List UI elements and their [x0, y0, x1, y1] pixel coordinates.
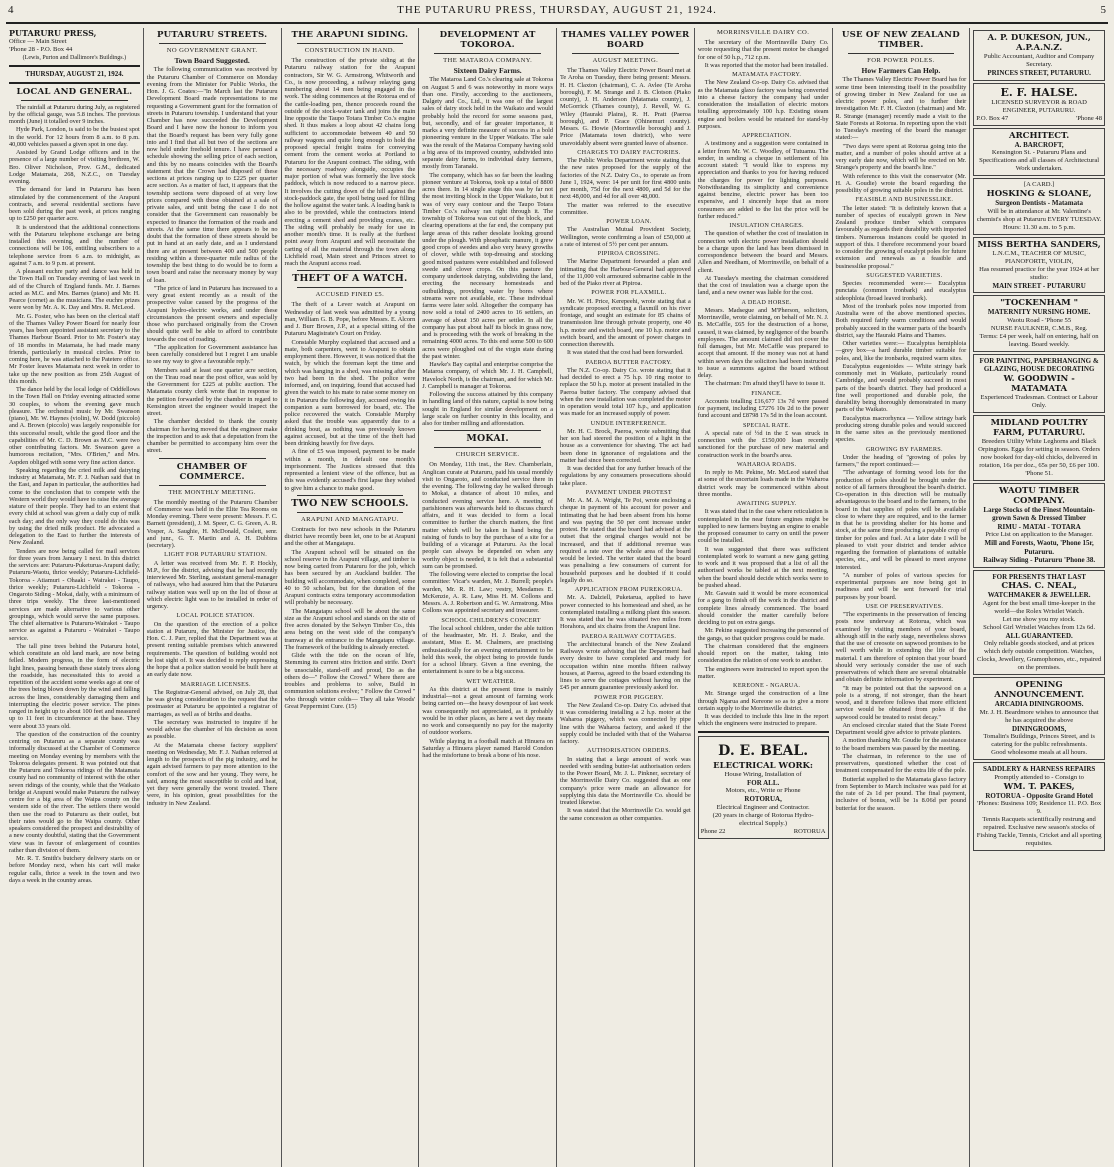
advert-name: HOSKING & SLOANE,: [986, 189, 1092, 199]
paragraph: The question of whether the cost of insulation in connection with electric power installation should be a charge upon the land has been dismissed in correspondence between the board and Messrs. Allen and Needham, of Morrinsville, on behalf of a client.: [697, 230, 829, 274]
paragraph: The matter was referred to the executive committee.: [560, 201, 691, 216]
page-number: 4: [8, 4, 14, 16]
article-heading: THAMES VALLEY POWER BOARD: [561, 30, 690, 50]
masthead: [6, 4, 1108, 24]
article-heading: MOKAI.: [466, 433, 509, 445]
article-body: [836, 76, 967, 812]
paragraph: APPRECIATION.: [741, 132, 792, 139]
paragraph: A DEAD HORSE.: [741, 298, 792, 306]
paragraph: The demand for land in Putaruru has been stimulated by the commencement of the Arapuni contracts, and several residential sections have been sold during the past week, at prices ranging up to £250 per quarter acre.: [9, 186, 140, 223]
advert-line: Large Stocks of the Finest Mountain-grown Sawn & Dressed Timber: [983, 505, 1095, 522]
paragraph: USE OF PRESERVATIVES.: [865, 602, 944, 610]
paragraph: AWAITING SUPPLY.: [736, 500, 797, 507]
paragraph: A testimony and a suggestion were contained in a letter from Mr. W. C. Woodley, of Tutuamu. The sender, in sending a cheque in settlement of his account stated: "I would like to express my appreciation and thanks to you for having reduced the charges for power for lighting purposes. Notwithstanding its simplicity and convenience against benzine, electric power has been too expensive, and I sincerely hope that as more consumers are added to the list the price will be further reduced.": [697, 140, 829, 220]
advert-line: Electrical Engineer and Contractor.: [716, 803, 810, 811]
advert-line: Good wholesome meals at all hours.: [991, 749, 1088, 756]
paragraph: SUGGESTED VARIETIES.: [866, 271, 943, 279]
advert-name: A. BARCROFT,: [1014, 140, 1064, 149]
article-subheading: ACCUSED FINED £5.: [315, 291, 385, 299]
paragraph: A special rate of ½d in the £ was struck in connection with the £150,000 loan recently sanctioned for the purchase of new material and construction work in the board's area.: [697, 429, 829, 459]
divider: [297, 287, 404, 288]
paragraph: FEASIBLE AND BUSINESSLIKE.: [855, 196, 954, 204]
paragraph: While playing in a football match at Hinuera on Saturday a Hinuera player named Harold Condon had the misfortune to break a bone of his nose.: [422, 737, 553, 759]
article-body: [285, 526, 416, 710]
article-heading: DEVELOPMENT AT TOKOROA.: [439, 30, 536, 50]
paragraph: It was suggested that there was sufficient contemplated work to warrant a new gang getting to work and it was proposed that a list of all the authorised works be tabled at the next meeting, when the board should decide which works were to be pushed ahead.: [697, 545, 829, 589]
paragraph: The Marine Department forwarded a plan and intimating that the Harbour-General had approved of the 11,000 volt armoured submarine cable in the bed of the Piako river at Pipiroa.: [560, 258, 691, 287]
article-heading: CHAMBER OF COMMERCE.: [176, 461, 248, 482]
column-8: [970, 28, 1108, 1167]
paragraph: Hyde Park, London, is said to be the busiest spot in the world. For 12 hours from 8 a.m. to 8 p.m. 40,000 vehicles passed a given spot in one day.: [9, 126, 140, 148]
paragraph: Assisted by Grand Lodge officers and in the presence of a large number of visiting brethren, W. Bro. Oliver Nicholson, Prov. G.M., dedicated Lodge Matamata, 268, N.Z.C., on Tuesday evening.: [9, 149, 140, 185]
advert-line: Breeders Utility White Leghorns and Black Orpingtons. Eggs for setting in season. Orders now booked for day-old chicks, delivered in rotation, 16s per doz., 65s per 50, £6 per 100. 'Phone 51.: [978, 437, 1101, 477]
advert-waotu: [973, 483, 1105, 568]
advert-line: Hours: 11.30 a.m. to 5 p.m.: [1002, 223, 1076, 231]
advert-name: A. P. DUKESON, JUN., A.P.A.N.Z.: [987, 33, 1091, 53]
article-heading: THEFT OF A WATCH.: [292, 273, 408, 285]
column-4: [419, 28, 557, 1167]
paragraph: It was decided to include this line in the report which the engineers were instructed to prepare.: [697, 713, 829, 728]
paragraph: Following the success attained by this company in handling land of this nature, capital is now being sought in England for similar development on a large scale on further country in this locality, and also for timber milling and afforestation.: [422, 391, 553, 427]
paragraph: It is understood that the additional connections with the Putaruru telephone exchange are being installed this evening, and the number of connections will be 106, entitling subscribers to a telephone service from 6 a.m. to midnight, as against 7 a.m. to 9 p.m. at present.: [9, 223, 140, 267]
paragraph: The theft of a Lever watch at Arapuni on Wednesday of last week was admitted by a young man, William G. B. Pope, before Messrs. E. Alcorn and J. Burr Brown, J.P., at a special sitting of the Putaruru Magistrate's Court on Friday.: [284, 301, 416, 338]
advert-name: MIDLAND POULTRY FARM, PUTARURU.: [990, 417, 1088, 438]
paragraph: The Arapuni school will be situated on the school reserve in the Arapuni village, and timber is now being carted from Putaruru for the job, which has been secured by an Auckland builder. The building will accommodate, when completed, some 40 to 50 scholars, but for the duration of the Arapuni contracts extra temporary accommodation will probably be necessary.: [284, 548, 416, 607]
paragraph: Mr. R. T. Smith's butchery delivery starts on or before Monday next, when his cart will make regular calls, thrice a week in the town and two days a week in the country areas.: [9, 855, 140, 884]
paragraph: The following were elected to comprise the local committee: Vicar's warden, Mr. J. Burrell; people's warden, Mr. R. H. Law; vestry, Mesdames E. McKenzie, A. R. Law, Miss H. M. Collons and Messrs. A. J. Robertson and G. W. Armstrong. Miss Collons was appointed secretary and treasurer.: [422, 571, 553, 615]
advert-halse: [973, 83, 1105, 126]
paragraph: Hawke's Bay capital and enterprise comprise the Mataroa company, of which Mr. J. H. Campbell, Havelock North, is the chairman, and for which Mr. J. Campbell is manager at Tokoroa.: [422, 361, 553, 390]
article-body: [422, 76, 553, 427]
advert-name: D. E. BEAL.: [718, 742, 809, 759]
paragraph: Mr. A. M. A. Wright, Te Poi, wrote enclosing a cheque in payment of his account for power and intimating that he had been absent from his home and was paying the 50 per cent increase under protest. He stated that the board had advised at the outset that the original charges would not be increased, and that if additional revenue was required a rate over the whole area of the board would be levied. The writer stated that the board was penalising a few consumers of current for household purposes and he doubted if it could legally do so.: [560, 497, 691, 584]
article-subheading: THE MONTHLY MEETING.: [168, 488, 256, 496]
advert-line: Kensington St. - Putaruru Plans and Specifications and all classes of Architectural Work undertaken.: [979, 149, 1100, 172]
paragraph: Most of the ironbark poles now imported from Australia were of the above mentioned species. Both required fairly warm conditions and would probably succeed in the warmer parts of the board's district, say the Hauraki Plains and Thames.: [835, 302, 967, 339]
paragraph: In reply to Mr. Pekine, Mr. McLeod stated that at some of the uncertain loads made in the Waharoa district work may be commenced within about three months.: [697, 469, 829, 498]
columns: [6, 28, 1108, 1167]
paragraph: A motion thanking Mr. Goudie for the assistance to the board members was passed by the meeting.: [835, 737, 967, 752]
paragraph: GROWING BY FARMERS.: [865, 445, 943, 453]
paragraph: The chamber decided to thank the county chairman for having moved that the engineer make the inspection and to ask that a deputation from the chamber be permitted to accompany him over the street.: [146, 418, 278, 455]
paragraph: Mr. Pekine suggested increasing the personnel of the gangs, so that quicker progress could be made.: [697, 627, 829, 642]
paragraph: PAYMENT UNDER PROTEST: [585, 488, 672, 496]
advert-line: FOR PAINTING, PAPERHANGING & GLAZING, HOUSE DECORATING: [979, 356, 1099, 373]
advert-pakes: [973, 762, 1105, 851]
paragraph: The following communication was received by the Putaruru Chamber of Commerce on Monday evening from the Minister for Public Works, the Hon. J. G. Coates:—"In March last the Putaruru Development Board made representations to me requesting a Government grant for the formation of streets in Putaruru township. I understand that your Chamber has now succeeded the Development Board and I have now the honour to inform you that the Board's request has been very fully gone into and I find that all but two of the sections are now held under freehold tenure. I have perused a schedule showing the selling price of each section, and this by no means coincides with the Board's statement that the Crown had disposed of these sections at prices ranging up to £225 per quarter acre section. As a matter of fact, it appears that the township sections were disposed of at very low prices compared with those obtained at a sale of private sales, and unit being the case I do not consider that the Government can reasonably be expected to finance the formation of the roads and streets. At the same time there appears to be no doubt that the formation of these streets should be put in hand at an early date, and as I understand there are at present between 400 and 500 people residing within a three-quarter mile radius of the township the best thing to do would be to form a town board and raise the necessary money by way of loan.: [146, 66, 278, 284]
sub-line: (Lewis, Purton and Dallimore's Buildings.): [22, 55, 127, 61]
advert-name: CHAS. C. NEAL,: [1001, 581, 1077, 591]
paragraph: Speaking regarding the cried milk and dairying industry at Matamata, Mr. F. J. Nathan said that in the East, and Japan in particular, the authorities had come to the conclusion that to compete with the Western world they would have to raise the average stature of their people. They had to an extent that every child at school was given a daily cup of milk each day; and the only way they could do this was by using the dried milk product. He advocated a delegation to the East to further the interests of New Zealand.: [9, 466, 140, 547]
divider: [434, 53, 541, 54]
article-body: [422, 461, 553, 759]
advert-line: Waotu Road - 'Phone 55: [1007, 316, 1072, 324]
advert-footer: [701, 828, 826, 836]
paragraph: "It may be pointed out that the sapwood on a pole is a strong, if not stronger, than the heart wood, and it therefore follows that more efficient service would be obtained from poles if the sapwood could be treated to resist decay.": [835, 684, 967, 721]
advert-line: Mr. J. H. Beardmore wishes to announce that he has acquired the above: [979, 708, 1099, 724]
paragraph: The chairman considered that the engineers should report on the matter, taking into consideration the relation of one work to another.: [697, 642, 829, 665]
paragraph: Glide with the tide on the ocean of life, Stemming its current stirs friction and strife. Don't be unsociable, stand-off and proud, Do as the others do—" Follow the Crowd." Where there are troubles and problems to solve, Build in communion solutions evolve; " Follow the Crowd " who through winter colds— They all take Woods' Great Peppermint Cure. (15): [284, 652, 416, 710]
advert-line: L.N.C.M., TEACHER OF MUSIC, PIANOFORTE, VIOLIN,: [992, 249, 1086, 265]
article-body: [285, 57, 416, 267]
article-heading: THE ARAPUNI SIDING.: [291, 30, 409, 40]
advert-line: Experienced Tradesman. Contract or Labour Only.: [980, 393, 1098, 409]
paragraph: "The advantage of forming wood lots for the production of poles should be brought under the notice of all farmers throughout the board's district. Co-operation in this direction will be mutually advantageous to the board and to the farmers, to the board in that supplies of poles will be available close to where they are required, and to the farmer in that he is providing shelter for his home and stock, at the same time producing a payable crop of timber for poles and fuel. At a later date I will be pleased to visit your district and tender advice regarding the formation of plantations of suitable species, etc., and will be pleased to meet anyone interested.: [835, 469, 967, 571]
paragraph: PAEROA BUTTER FACTORY.: [585, 358, 673, 366]
paragraph: The N.Z. Co-op. Dairy Co. wrote stating that it had decided to erect a 75 h.p. 10 ring motor to replace the 50 h.p. motor at present installed in the Paeroa butter factory. The company advised that when the new installation was completed the motor in operation would total 107 h.p., and application was made for an increased supply of power.: [560, 366, 691, 418]
paragraph: Under the heading of "growing of poles by farmers," the report continued:—: [835, 453, 967, 468]
advert-barcroft: [973, 128, 1105, 177]
paragraph: At Tuesday's meeting the chairman considered that the cost of insulation was a charge upon the land, and a new owner was liable for the cost.: [697, 274, 829, 297]
paragraph: PIPIROA CROSSING.: [597, 250, 661, 257]
advert-name: MISS BERTHA SANDERS,: [977, 239, 1101, 250]
paragraph: Mr. W. H. Price, Kerepeehi, wrote stating that a syndicate proposed erecting a flaxmill on his river frontage, and sought an estimate for 85 chains of transmission line through private property, one 40 h.p. motor and switch board, one 10 h.p. motor and switch board, and the amount of power charges in connection therewith.: [560, 297, 691, 348]
article-subheading: FOR POWER POLES.: [867, 57, 935, 64]
advert-title: ELECTRICAL WORK:: [713, 760, 814, 771]
article-subheading: THE MATAROA COMPANY.: [443, 57, 533, 64]
newspaper-title: THE PUTARURU PRESS, THURSDAY, AUGUST 21, 1924.: [397, 4, 717, 16]
column-2: [144, 28, 282, 1167]
advert-name: "TOCKENHAM ": [1000, 298, 1079, 308]
paragraph: MARRIAGE LICENSES.: [180, 680, 251, 688]
paragraph: The chairman, in reference to the use of preservatives, questioned whether the cost of treatment compensated for the extra life of the pole.: [835, 752, 967, 775]
paragraph: UNDUE INTERFERENCE.: [590, 419, 667, 427]
paragraph: WAHAROA ROADS.: [736, 460, 797, 468]
advert-line: NURSE FAULKNER, C.M.B., Reg.: [990, 324, 1088, 332]
advert-line: Railway Siding - Putaruru 'Phone 38.: [983, 556, 1096, 564]
advert-footer: [976, 115, 1102, 123]
paragraph: The question of the construction of the country centring on Putaruru as a separate county was informally discussed at the Chamber of Commerce meeting on Monday evening by members with the Tokoroa delegates present. It was pointed out that the Putaruru and Tokoroa ridings of the Matamata county had no community of interest with the other seven ridings of the county, while that the Waikato bridge at Arapuni would make Putaruru the railway centre for a big area of the Waipa county on the western side of the river. The settlers there would then use the road to Putaruru as their outlet, but their rates would go to the Waipa county. Other speakers considered the prospect and desirability of a new county doubtful, stating that the Government view was in favour of enlargement of counties rather than division of them.: [9, 730, 140, 854]
paragraph: Butterfat supplied to the Matamata glaxo factory from September to March inclusive was paid for at the rate of 2s 1d per pound. The final payment, inclusive of bonus, will be 1s 8.06d per pound butterfat for the season.: [835, 775, 967, 812]
paragraph: A pleasant euchre party and dance was held in the Town Hall on Tuesday evening of last week in aid of the Church of England funds. Mr. J. Barnes acted as M.C. and Mrs. Barnes (piano) and Mr. H. Pearce (cornet) as the musicians. The euchre prizes were won by Mr. A. K. Day and Mrs. R. McLeod.: [9, 268, 140, 312]
paragraph: The New Zealand Co-op. Dairy Co. advised that it was considering installing a 2 h.p. motor at the Waharoa piggery, which was connected by pipe line with the Waharoa factory, and asked if the supply could be included with that of the Waharoa factory.: [560, 701, 691, 745]
article-body: [147, 499, 278, 807]
article-subheading: MORRINSVILLE DAIRY CO.: [716, 29, 810, 36]
paragraph: Constable Murphy explained that accused and a mate, both carpenters, went to Arapuni to obtain employment there. However, it was noticed that the watch, by which the foreman kept the time and which was hanging in a shed, was missing after the two had been in the shed. The police were informed, and, on inquiring, found that accused had given the watch to his mate to raise some money on it in Putaruru the following day, accused owing his companion a sum borrowed for board, etc. The police recovered the watch. Constable Murphy asked that the trouble was apparently due to a drinking bout, as nothing was previously known against accused, but at the time of the theft had been drinking heavily for five days.: [284, 338, 416, 447]
advert-line: Mill and Forests, Waotu, 'Phone 15r, Putaruru.: [984, 539, 1094, 556]
paragraph: MATAMATA FACTORY.: [732, 71, 802, 78]
advert-line: RIMU - MATAI - TOTARA: [997, 522, 1081, 531]
divider: [159, 43, 266, 44]
paragraph: POWER FOR PIGGERY.: [594, 693, 664, 701]
paragraph: Species recommended were:— Eucalyptus punctata (common ironbark) and eucalyptus sideophloia (broad leaved ironbark).: [835, 280, 967, 302]
article-subtitle: How Farmers Can Help.: [861, 66, 941, 75]
advert-box: P.O. Box 47: [976, 114, 1009, 122]
divider: [297, 43, 404, 44]
paragraph: APPLICATION FROM PUREKORUA.: [574, 586, 683, 593]
advert-name: W. GOODWIN - MATAMATA: [1003, 373, 1075, 394]
advert-line: FOR ALL.: [746, 778, 780, 787]
paragraph: As this district at the present time is mainly industrial—not a great amount of farming work being carried on—the heavy downpour of last week was consequently not appreciated, as it probably would be in other places, as here a wet day means no work and consequently no pay for the majority of outdoor workers.: [422, 685, 553, 737]
advert-line: School Girl Wristlet Watches from 12s 6d.: [983, 623, 1096, 631]
divider: [297, 495, 404, 496]
paragraph: The engineers were instructed to report upon the matter.: [697, 665, 829, 680]
paragraph: On the question of the erection of a police station at Putaruru, the Minister for Justice, the Hon. C. J. Parr, replied that the Department was at present renting suitable premises which answered requirements. The question of building would not be lost sight of. It was decided to reply expressing the hope that a police station would be built here at an early date now.: [146, 620, 278, 679]
advert-line: Public Accountant, Auditor and Company Secretary.: [983, 53, 1095, 68]
divider: [434, 430, 541, 431]
paragraph: The New Zealand Co-op. Dairy Co. advised that as the Matamata glaxo factory was being converted into a cheese factory the company had under consideration the installation of electric motors totalling approximately 100 h.p. Existing steam engine and boilers would be retained for stand-by purposes.: [697, 79, 829, 130]
advert-sanders: [973, 237, 1105, 294]
article-body: [9, 104, 140, 885]
paragraph: Eucalyptus eugenioides — White stringy bark commonly met in Waikato, particularly round Cambridge, and would probably succeed in most parts of the board's district. They had produced a fine well proportioned and durable pole, the durability being thoroughly demonstrated in many parts of the Waikato.: [835, 362, 967, 414]
advert-line: Agent for the best small time-keeper in the world—the Rolex Wristlet Watch.: [982, 599, 1096, 615]
article-body: [147, 66, 278, 454]
paragraph: Mr. G. Foster, who has been on the clerical staff of the Thames Valley Power Board for nearly four years, has been appointed assistant secretary to the Thames Harbour Board. Prior to Mr. Foster's stay of 18 months in Matamata, he had made many friends, particularly in musical circles. Prior to coming here, he was attached to the Patetere office. Mr Foster leaves Matamata next week in order to take up the new position as from 25th August of this month.: [9, 312, 140, 385]
advert-poultry: [973, 415, 1105, 481]
office-line: Office — Main Street: [9, 38, 67, 45]
advert-phone: Phone 22: [700, 827, 726, 835]
advert-line: DININGROOMS,: [1011, 724, 1067, 733]
paragraph: "The price of land in Putaruru has increased to a very great extent recently as a result of the prospective value caused by the progress of the Arapuni hydro-electric works, and under these circumstances the present owners and especially those who purchased originally from the Crown should quite well be able to afford to contribute towards the cost of roading.: [146, 284, 278, 343]
column-6: [695, 28, 833, 1167]
advert-line: WATCHMAKER & JEWELLER.: [987, 591, 1091, 599]
paragraph: The letter stated: "It is definitely known that a number of species of eucalypti grown in New Zealand produce timber which compares favourably as regards their durability with imported timbers. Numerous instances could be quoted in support of this. I therefore recommend your board to consider the growing of eucalypt poles for future extension and renewals as a feasible and businesslike proposal.": [835, 204, 967, 270]
advert-title: ARCHITECT.: [1009, 130, 1070, 141]
divider: [297, 512, 404, 513]
advert-line: Let me show you my stock.: [1002, 615, 1076, 623]
advert-line: Has resumed practice for the year 1924 at her studio:: [979, 265, 1100, 281]
advert-line: SADDLERY & HARNESS REPAIRS: [982, 765, 1096, 773]
paragraph: It was reported that the motor had been installed.: [704, 61, 829, 69]
article-subtitle: Sixteen Dairy Farms.: [453, 66, 522, 75]
advert-beal: [698, 736, 829, 839]
divider: [848, 53, 955, 54]
advert-line: Tennis Racquets scientifically restrung and repaired. Exclusive new season's stocks of Fishing Tackle, Tennis, Cricket and all sporting requisites.: [976, 816, 1102, 847]
paragraph: FINANCE.: [751, 389, 782, 397]
paragraph: With reference to this visit the conservator (Mr. H. A. Goudie) wrote the board regarding the possibility of growing suitable poles in the district.: [835, 172, 967, 194]
paragraph: On Monday, 11th inst., the Rev. Chamberlain, Anglican curate at Putaruru, paid his usual monthly visit to Ongaroto, and conducted service there in the evening. The following day he walked through to Mokai, a distance of about 10 miles, and conducted evening service here. A meeting of parishioners was afterwards held to discuss church affairs, and it was decided to form a local committee to further the church matters, the first matter which will be taken in hand being the raising of funds to buy the purchase of a site for a building of a vicarage at Putaruru. As the local people can always be depended on when any worthy object is needed, it is felt that a substantial sum can be promised.: [422, 461, 553, 570]
advert-line: Motors, etc., Write or Phone: [725, 787, 801, 794]
paragraph: The chairman: I'm afraid they'll have to issue it.: [704, 380, 826, 388]
paragraph: Mr. Strange urged the construction of a line through Ngarua and Kereone so as to give a more certain supply to the Morrinsville district.: [697, 690, 829, 712]
advert-line: MATERNITY NURSING HOME.: [987, 308, 1091, 316]
article-subheading: CONSTRUCTION IN HAND.: [304, 47, 396, 54]
advert-town: ROTORUA: [793, 827, 826, 835]
paragraph: A fine of £5 was imposed, payment to be made within a month, in default one month's imprisonment. The Justices stressed that this represented a lenient view of the offence, but as this was evidently accused's first lapse they wished to give him a chance to make good.: [284, 448, 416, 492]
paragraph: The company, which has so far been the leading pioneer venture at Tokoroa, took up a total of 8800 acres there. In 14 single stage this was by far not the most inviting block in the Upper Waikato, but it was of very easy contour and the Taupo Totara Timber Co.'s railway ran right through it. The township of Tokoroa was cut out of the block, and clearing operations at the far end, the company put large areas of this rather desolate looking ground under the plough. With phosphatic manure, it grew good crops of swedes and also very heavy growths of clover, while with top-dressing and stocking good mixed pastures were established and followed swede and clover crops. On this pasture the company undertook dairying, subdividing the land, erecting the necessary homesteads and outbuildings, providing water by bores where streams were not available, etc. These individual farms were later sold. Altogether the company has now sold a total of 2400 acres to 16 settlers, an average of about 150 acres per settler. In all the company has put about half its block in grass now, and is proceeding with the work of breaking in the remaining 4000 acres. To this end some 500 to 600 acres were ploughed out of the virgin state during the past winter.: [422, 171, 553, 360]
paragraph: The construction of the private siding at the Putaruru railway station for the Arapuni contractors, Sir W. G. Armstrong, Whitworth and Co., is now proceeding, a railway relaying gang numbering about 14 men being engaged in the work. The siding commences at the Rotorua end of the cattle-loading pen, thence proceeds round the outside of the stock-water tank and joins the main line opposite the Taupo Totara Timber Co.'s engine shed. It thus makes a loop about 42 chains long sufficient to accommodate between 40 and 50 railway wagons and quite long enough to hold the proposed special freight trains for conveying cement from the cement works at Portland to Putaruru for the Arapuni contract. The siding, with the necessary roadway alongside, occupies the major portion of what was formerly the live stock paddock, which is now reduced to a narrow piece. It involves the cutting down of the hill against the stock-paddock gate, the spoil being used for filling the hollow against the water tank. A loading bank is also to be provided, while the contractors intend erecting a cement shed and providing cranes, etc. The siding will probably be ready for use in another month's time. It is really at the furthest point away from Arapuni and will necessitate the carting of all the material through the town along Lichfield road, Main street and Princes street to reach the Arapuni access road.: [284, 57, 416, 267]
advert-line: Price List on application to the Manager.: [985, 531, 1093, 538]
article-subheading: ARAPUNI AND MANGATAPU.: [300, 515, 399, 523]
paragraph: It was stated that in the case where reticulation is contemplated in the near future engines might be supplied to new farmers buying an engine to enable the proposed consumer to carry on until the power could be installed.: [697, 508, 829, 545]
divider: [9, 82, 140, 84]
paragraph: The rainfall at Putaruru during July, as registered by the official gauge, was 5.8 inches. The previous month (June) it totalled over 9 inches.: [9, 103, 140, 125]
paragraph: POWER LOAN.: [606, 218, 652, 225]
paragraph: Other varieties were:— Eucalyptus hemiphloia—grey box—a hard durable timber suitable for poles, and, like the ironbarks, required warm sites.: [835, 340, 967, 362]
paragraph: The Thames Valley Electric Power Board has for some time been interesting itself in the possibility of growing timber in New Zealand for use as electric power poles, and to further their investigation Mr. F. H. Claxton (chairman) and Mr. R. Strange (manager) recently made a visit to the State Forests at Rotorua. In reporting upon the visit to Tuesday's meeting of the board the manager stated:—: [835, 76, 967, 142]
paragraph: The Mataroa Land Co.'s clearing sale at Tokoroa on August 5 and 6 was noteworthy in more ways than one. Firstly, according to the auctioneers, Dalgety and Co., Ltd., it was one of the largest sales of dairy stock held in the Waikato and would probably hold the record for some seasons past, but, secondly, and of far greater importance, it marks a very definite measure of success in a bold pioneering venture in the Upper Waikato. The sale was the result of the Mataroa Company having sold a big area of its improved country, subdivided into separate dairy farms, to individual dairy farmers, mostly from Taranaki.: [422, 76, 553, 171]
paragraph: The Australian Mutual Provident Society, Wellington, wrote confirming a loan of £50,000 at a rate of interest of 5½ per cent per annum.: [560, 226, 691, 248]
divider: [572, 53, 679, 54]
advert-line: FOR PRESENTS THAT LAST: [992, 572, 1086, 581]
paragraph: The secretary was instructed to inquire if he would advise the chamber of his decision as soon as possible.: [146, 718, 278, 741]
advert-line: ROTORUA,: [744, 795, 782, 803]
paragraph: The monthly meeting of the Putaruru Chamber of Commerce was held in the Elite Tea Rooms on Monday evening. There were present: Messrs. F. C. Barnett (president), J. M. Speer, C. G. Green, A. R. Vosper, A. Saughie, H. McDonald, Coslett, senr. and junr., G. T. Martin and A. H. Dubbins (secretary).: [146, 498, 278, 549]
paragraph: SCHOOL CHILDREN'S CONCERT: [441, 616, 541, 624]
paragraph: Eucalyptus macrorhynca — Yellow stringy bark producing strong durable poles and would succeed in the same sites as the previously mentioned species.: [835, 414, 967, 444]
paragraph: Mr. H. C. Brock, Paeroa, wrote submitting that her son had steered the position of a light in the house as a convenience for shaving. The act had been done in ignorance of regulations and the matter had since been corrected.: [560, 427, 691, 464]
advert-line: Surgeon Dentists - Matamata: [995, 199, 1083, 207]
advert-line: Terms: £4 per week, half on entering, half on leaving. Board weekly.: [979, 332, 1099, 348]
paragraph: SPECIAL RATE.: [742, 421, 791, 429]
paragraph: "The experiments in the preservation of fencing posts now underway at Rotorua, which was examined by visiting members of your board, although still in the early stage, nevertheless shows that the use of creosote on sapwood promises to be well worth while in extending the life of the material. I am therefore of opinion that your board should very seriously consider the use of such preservatives of which there are several obtainable and obtain definite information by experiment.: [835, 611, 967, 684]
paragraph: "Two days were spent at Rotorua going into the matter, and a number of poles should arrive at a very early date now, which will be erected on Mr. Strange's property and the board's line.": [835, 142, 967, 172]
paragraph: The Registrar-General advised, on July 28, that he was giving consideration to the request that the postmaster at Putaruru be appointed a registrar of marriages, as well as of births and deaths.: [146, 688, 278, 718]
page-number-right: 5: [1100, 4, 1106, 16]
paragraph: LIGHT FOR PUTARURU STATION.: [164, 551, 268, 559]
advert-card: [A CARD.]: [1023, 181, 1055, 188]
advert-goodwin: [973, 354, 1105, 413]
advert-line: ALL GUARANTEED.: [1005, 631, 1073, 640]
date-line: THURSDAY, AUGUST 21, 1924.: [25, 70, 124, 78]
paragraph: INSULATION CHARGES.: [729, 222, 804, 229]
paragraph: The local school children, under the able tuition of the headmaster, Mr. H. J. Brake, and the assistant, Miss E. M. Chalmers, are practising enthusiastically for an evening entertainment to be held this week, the object being to provide funds for a school library. Given a fine evening, the entertainment is sure to be a big success.: [422, 624, 553, 676]
paragraph: KEREONE - NGARUA.: [733, 682, 801, 689]
paper-name: PUTARURU PRESS,: [9, 28, 97, 38]
paragraph: PAEROA RAILWAY COTTAGES.: [581, 632, 677, 640]
advert-line: House Wiring, Installation of: [724, 770, 802, 778]
column-5: [557, 28, 695, 1167]
paragraph: Tenders are now being called for mail services for three years from January 1 next. In this district the services are: Putaruru-Puketurua-Arapuni daily; Putaruru-Waotu, thrice weekly; Putaruru-Lichfield-Tokoroa - Atiamuri - Ohaaki - Wairakei - Taupo, thrice weekly; Putaruru-Lichfield - Tokoroa - Ongaroto Siding - Mokai, daily, with a minimum of three trips weekly. The three last-mentioned services are made alternative to various other groupings, which would serve the same purposes. The chief alternative is Putaruru-Wairakei - Taupo service as against a Putaruru - Wairakei - Taupo service.: [9, 547, 140, 642]
advert-line: MAIN STREET - PUTARURU: [992, 281, 1086, 290]
advert-name: ARCADIA DININGROOMS.: [994, 700, 1084, 708]
advert-line: Will be in attendance at Mr. Valentine's chemist's shop at Putaruru EVERY TUESDAY.: [976, 207, 1102, 223]
phone-line: 'Phone 28 - P.O. Box 44: [9, 46, 73, 53]
article-heading: TWO NEW SCHOOLS.: [291, 497, 409, 509]
column-3: [282, 28, 420, 1167]
paragraph: AUTHORISATION ORDERS.: [587, 747, 671, 755]
paragraph: Contracts for two new schools in the Putaruru district have recently been let, one to be at Arapuni and the other at Mangatapu.: [284, 525, 416, 548]
article-heading: USE OF NEW ZEALAND TIMBER.: [841, 30, 960, 50]
article-subheading: NO GOVERNMENT GRANT.: [166, 47, 258, 54]
column-1: [6, 28, 144, 1167]
advert-phone: 'Phone 48: [1076, 114, 1102, 122]
advert-dukeson: [973, 30, 1105, 81]
paragraph: The architectural branch of the New Zealand Railways wrote advising that the Department had every desire to have completed and ready for occupation within nine months fifteen railway houses, at Paeroa, agreed to the board extending its lines to serve the cottages without having on the £45 per annum guarantee previously asked for.: [560, 640, 691, 692]
advert-line: ROTORUA - Opposite Grand Hotel: [985, 791, 1093, 800]
article-heading: LOCAL AND GENERAL.: [16, 86, 133, 97]
paragraph: The dance held by the local lodge of Oddfellows in the Town Hall on Friday evening attracted some 30 couples, to whom the evening gave much pleasure. The orchestral music by Mr. Swanson (piano), Mr. W. Haynes (violin), W. Dodd (piccolo) and A. Brown (piccolo) was largely responsible for this successful result, while the good floor and the capabilities of Mr. C. D. Brown as M.C. were two other contributing factors. Mr. Swanson gave a humorous recitation, "Mrs. O'Brien," and Mrs. Aspden obliged with some very fine action dance.: [9, 386, 140, 466]
divider: [434, 447, 541, 448]
advert-hosking: [973, 178, 1105, 235]
divider: [159, 458, 266, 459]
article-body: [698, 39, 829, 728]
advert-line: Only reliable goods stocked, and at prices which defy outside competition. Watches, Clocks, Jewellery, Gramophones, etc., repaired on the premises.: [976, 640, 1102, 671]
paragraph: Mr. A. Dalziell, Puketarua, applied to have power connected to his homestead and shed, as he contemplated installing a milking plant this season. It was stated that he was situated two miles from Horahora, and six chains from the Arapuni line.: [560, 594, 691, 631]
paragraph: Members said at least one quarter acre section, on the Tirau road near the post office, was sold by the Government for £225 at public auction. The Matamata county clerk wrote that in response to the petition forwarded by the chamber in regard to Kensington street the engineer would inspect the street.: [146, 366, 278, 417]
article-heading: PUTARURU STREETS.: [156, 30, 268, 40]
advert-name: E. F. HALSE.: [1000, 85, 1078, 99]
advert-line: Tomalin's Buildings, Princes Street, and is catering for the public refreshments.: [983, 733, 1095, 748]
paragraph: Mr. Gawain said it would be more economical for a gang to finish off the work in the district and complete lines already commenced. The board should consider the matter carefully before deciding to put on extra gangs.: [697, 590, 829, 626]
article-body: [560, 67, 691, 822]
divider: [297, 270, 404, 271]
paragraph: LOCAL POLICE STATION.: [176, 612, 255, 620]
divider: [159, 485, 266, 486]
paragraph: It was stated that the cost had been forwarded.: [567, 349, 684, 357]
paragraph: CHARGES TO DAIRY FACTORIES.: [577, 148, 681, 156]
paragraph: The Mangatapu school will be about the same size as the Arapuni school and stands on the site of five acres donated by the Selwyn Timber Co., this area being on the west side of the company's tramway at the entrance to the Mangatapu village. The framework of the building is already erected.: [284, 607, 416, 651]
divider: [9, 65, 140, 67]
advert-line: 'Phones: Business 109; Residence 11. P.O. Box 9.: [977, 800, 1102, 815]
paragraph: It was stated that the Morrinsville Co. would get the same concession as other companies.: [560, 807, 691, 822]
advert-line: PRINCES STREET, PUTARURU.: [987, 69, 1091, 77]
paragraph: Accounts totalling £16,677 13s 7d were passed for payment, including £7276 10s 2d to the power fund account and £8798 17s 5d in the loan account.: [697, 397, 829, 420]
divider: [21, 100, 128, 101]
advert-tockenham: [973, 295, 1105, 352]
advert-name: WAOTU TIMBER COMPANY.: [999, 485, 1080, 506]
paragraph: It was decided that for any further breach of the regulations by any consumers prosecutions should take place.: [560, 465, 691, 487]
paragraph: The tall pine trees behind the Putaruru hotel, which constitute an old land mark, are now being felled. Modern progress, in the form of electric light lines, passing beneath these stately trees along the roadside, has necessitated this to avoid a repetition of the accident some weeks ago at one of the trees being blown down by the wind and falling across the lines, considerably damaging them and interrupting the electric power service. The pines ranged in height up to about 100 feet and measured up to 11 feet in circumference at the base. They were about 33 years old.: [9, 642, 140, 730]
paragraph: POWER FOR FLAXMILL.: [591, 289, 667, 297]
advert-name: WM. T. PAKES,: [1003, 781, 1075, 792]
paragraph: In stating that a large amount of work was needed with sending butter-fat authorisation orders to the Power Board, Mr. J. L. Pinkner, secretary of the Morrinsville Dairy Co. suggested that as one company's price were made an allowance for supplying this data the Morrinsville Co. should be treated likewise.: [560, 755, 691, 806]
advert-title: OPENING ANNOUNCEMENT.: [994, 680, 1085, 700]
article-subheading: AUGUST MEETING.: [592, 57, 659, 64]
paragraph: The secretary of the Morrinsville Dairy Co. wrote requesting that the present motor be changed for one of 50 h.p., 712 r.p.m.: [697, 39, 829, 61]
advert-line: (20 years in charge of Rotorua Hydro-electrical Supply.): [712, 811, 814, 827]
column-7: [833, 28, 971, 1167]
paragraph: "A number of poles of various species for experimental purposes are now being got in readiness and will be sent forward for trial purposes by your board.: [835, 571, 967, 601]
paragraph: An enclosed circular stated that the State Forest Department would give advice to private planters.: [835, 721, 967, 736]
article-subtitle: Town Board Suggested.: [174, 56, 250, 65]
paragraph: A letter was received from Mr. F. P. Hockly, M.P., for the district, advising that he had recently interviewed Mr. Sterling, assistant general-manager of railways, who had assured him that the Putaruru railway station was well up on the list of those at which electric light was to be installed in order of urgency.: [146, 559, 278, 610]
paragraph: At the Matamata cheese factory suppliers' meeting on Wednesday, Mr. F. J. Nathan referred at length to the prospects of the pig industry, and he again advised farmers to pay more attention to the comfort of the sow and her young. They were, he said, among the most susceptible to cold and heat, yet they were generally the worst treated. There were, in his opinion, great possibilities for the industry in New Zealand.: [146, 741, 278, 807]
paragraph: The Public Works Department wrote stating that the new rates proposed for the supply of the factories of the N.Z. Dairy Co., to operate as from June 1, 1924, were: 14 per unit for first 4800 units per month, 75d for the next 4800, and 5d for the next 48,000, and 4d for all over 48,000.: [560, 157, 691, 201]
article-body: [285, 301, 416, 492]
advert-line: LICENSED SURVEYOR & ROAD ENGINEER, PUTARURU.: [991, 98, 1087, 114]
advert-arcadia: [973, 677, 1105, 760]
advert-line: Promptly attended to - Consign to: [994, 773, 1084, 781]
divider: [698, 731, 829, 733]
paragraph: The Thames Valley Electric Power Board met at Te Aroha on Tuesday, there being present: Messrs. H. H. Claxton (chairman), C. A. Avlee (Te Aroha borough), F. M. Strange and J. B. Clotson (Piako county), J. H. Anderson (Matamata county), J. McGorrick (Thames county), J. Revell, W. G. Wiley (Hauraki Plains), R. H. Pratt (Paeroa borough), and P. Grace (Ohinemuri county). Messrs. G. Howie (Morrinsville borough) and J. Price (Matamata town district), who were unavoidably absent were granted leave of absence.: [560, 67, 691, 147]
paragraph: WET WEATHER.: [466, 677, 516, 685]
advert-neal: [973, 570, 1105, 676]
article-subheading: CHURCH SERVICE.: [455, 451, 520, 459]
paragraph: Messrs. Madsegue and M'Pherson, solicitors, Morrinsville, wrote claiming, on behalf of Mr. N. J. B. McCaffle, £65 for the destruction of a horse, caused, it was claimed, by negligence of the board's employees. The amount claimed did not cover the full damages, but Mr. McCaffle was prepared to accept that amount. If the money was not at hand within seven days the solicitors had been instructed to issue a summons against the board without delay.: [697, 306, 829, 379]
paragraph: "The application for Government assistance has been carefully considered but I regret I am unable to see my way to give a favourable reply.": [146, 343, 278, 366]
